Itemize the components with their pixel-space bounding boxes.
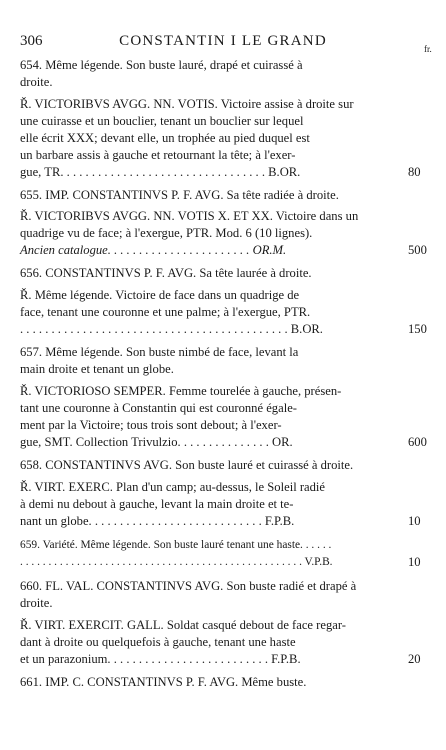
entry-655-reverse-2: quadrige vu de face; à l'exergue, PTR. Mod. 6 (10 lignes). bbox=[20, 226, 313, 240]
margin-note: fr. bbox=[424, 44, 432, 54]
entry-657-line-2: main droite et tenant un globe. bbox=[20, 362, 174, 376]
entry-658-reverse-1: Ř. VIRT. EXERC. Plan d'un camp; au-dessus, le Soleil radié bbox=[20, 480, 326, 494]
entry-654-line-1: 654. Même légende. Son buste lauré, drapé et cuirassé à bbox=[20, 58, 303, 72]
entry-657-reverse-3: ment par la Victoire; tous trois sont debout; à l'exer- bbox=[20, 418, 282, 432]
price-654: 80 bbox=[408, 165, 421, 179]
entry-660-line-2: droite. bbox=[20, 596, 53, 610]
entry-660-reverse-3: et un parazonium. . . . . . . . . . . . . . . . . . . . . . . . . . F.P.B. bbox=[20, 652, 301, 666]
entry-656-reverse-1: Ř. Même légende. Victoire de face dans un quadrige de bbox=[20, 288, 300, 302]
page-number: 306 bbox=[20, 33, 43, 49]
entry-656-reverse-2: face, tenant une couronne et une palme; à l'exergue, PTR. bbox=[20, 305, 311, 319]
entry-660-line-1: 660. FL. VAL. CONSTANTINVS AVG. Son buste radié et drapé à bbox=[20, 579, 357, 593]
price-658: 10 bbox=[408, 514, 421, 528]
price-655: 500 bbox=[408, 243, 427, 257]
entry-658-line-1: 658. CONSTANTINVS AVG. Son buste lauré et cuirassé à droite. bbox=[20, 458, 354, 472]
entry-658-reverse-3: nant un globe. . . . . . . . . . . . . . . . . . . . . . . . . . . . F.P.B. bbox=[20, 514, 295, 528]
entry-660-reverse-1: Ř. VIRT. EXERCIT. GALL. Soldat casqué debout de face regar- bbox=[20, 618, 346, 632]
entry-654-reverse-1: Ř. VICTORIBVS AVGG. NN. VOTIS. Victoire assise à droite sur bbox=[20, 97, 354, 111]
entry-654-reverse-3: elle écrit XXX; devant elle, un trophée au pied duquel est bbox=[20, 131, 310, 145]
price-656: 150 bbox=[408, 322, 427, 336]
entry-654-reverse-2: une cuirasse et un bouclier, tenant un bouclier sur lequel bbox=[20, 114, 304, 128]
entry-657-reverse-4: gue, SMT. Collection Trivulzio. . . . . . . . . . . . . . . OR. bbox=[20, 435, 293, 449]
entry-659-line-2: . . . . . . . . . . . . . . . . . . . . . . . . . . . . . . . . . . . . . . . . . . . . . . . . . . V.P.B. bbox=[20, 556, 333, 568]
price-660: 20 bbox=[408, 652, 421, 666]
entry-657-reverse-2: tant une couronne à Constantin qui est couronné égale- bbox=[20, 401, 297, 415]
entry-659-line-1: 659. Variété. Même légende. Son buste lauré tenant une haste. . . . . . bbox=[20, 539, 332, 551]
entry-658-reverse-2: à demi nu debout à gauche, levant la main droite et te- bbox=[20, 497, 294, 511]
entry-654-line-2: droite. bbox=[20, 75, 53, 89]
entry-655-line-1: 655. IMP. CONSTANTINVS P. F. AVG. Sa tête radiée à droite. bbox=[20, 188, 339, 202]
price-659: 10 bbox=[408, 555, 421, 569]
entry-656-reverse-3: . . . . . . . . . . . . . . . . . . . . . . . . . . . . . . . . . . . . . . . . . . . B.OR. bbox=[20, 322, 323, 336]
entry-657-line-1: 657. Même légende. Son buste nimbé de face, levant la bbox=[20, 345, 299, 359]
entry-656-line-1: 656. CONSTANTINVS P. F. AVG. Sa tête laurée à droite. bbox=[20, 266, 312, 280]
entry-657-reverse-1: Ř. VICTORIOSO SEMPER. Femme tourelée à gauche, présen- bbox=[20, 384, 342, 398]
entry-655-reverse-3: Ancien catalogue. . . . . . . . . . . . . . . . . . . . . . . OR.M. bbox=[20, 243, 287, 257]
entry-654-reverse-4: un barbare assis à gauche et retournant la tête; à l'exer- bbox=[20, 148, 296, 162]
entry-661-line-1: 661. IMP. C. CONSTANTINVS P. F. AVG. Même buste. bbox=[20, 675, 307, 689]
entry-655-reverse-1: Ř. VICTORIBVS AVGG. NN. VOTIS X. ET XX. Victoire dans un bbox=[20, 209, 359, 223]
entry-654-reverse-5: gue, TR. . . . . . . . . . . . . . . . . . . . . . . . . . . . . . . . . B.OR. bbox=[20, 165, 301, 179]
running-title: CONSTANTIN I LE GRAND bbox=[119, 33, 327, 49]
entry-660-reverse-2: dant à droite ou quelquefois à gauche, tenant une haste bbox=[20, 635, 296, 649]
price-657: 600 bbox=[408, 435, 427, 449]
